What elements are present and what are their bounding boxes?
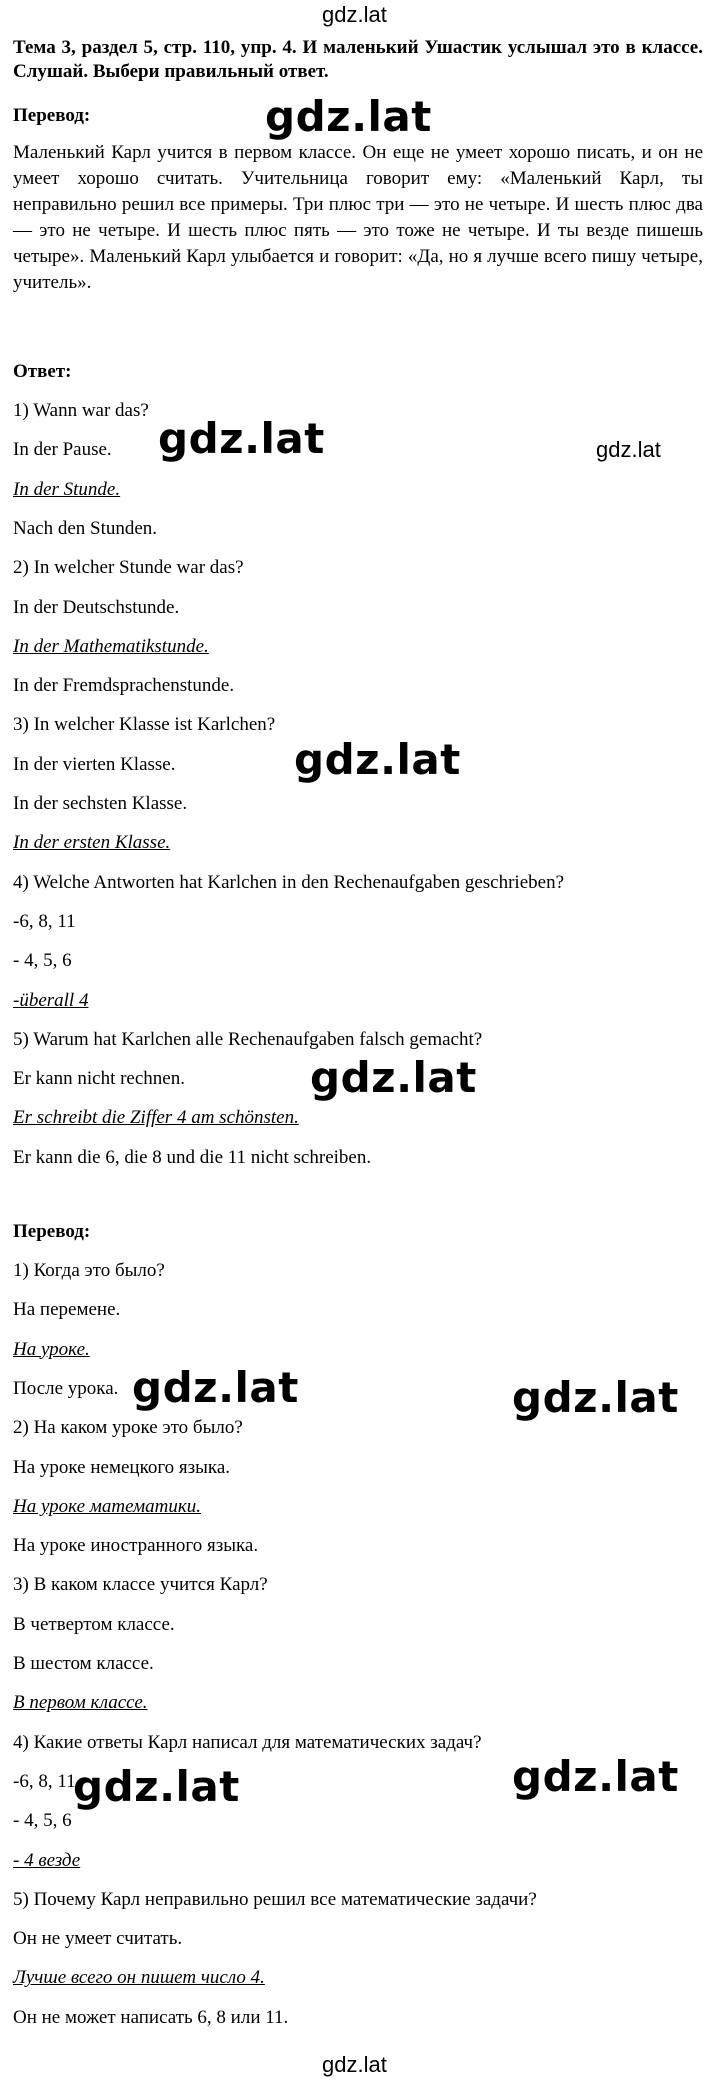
correct-answer-line: Лучше всего он пишет число 4. bbox=[13, 1967, 265, 1989]
correct-answer-line: In der Mathematikstunde. bbox=[13, 635, 209, 657]
watermark-bottom: gdz.lat bbox=[322, 2052, 387, 2077]
answer-line: Nach den Stunden. bbox=[13, 517, 158, 539]
watermark-9: gdz.lat bbox=[512, 1752, 679, 1801]
watermark-8: gdz.lat bbox=[73, 1762, 240, 1811]
answer-line: Он не может написать 6, 8 или 11. bbox=[13, 2006, 289, 2028]
correct-answer-line: На уроке. bbox=[13, 1338, 90, 1360]
correct-answer-line: В первом классе. bbox=[13, 1692, 148, 1714]
answer-line: 1) Когда это было? bbox=[13, 1260, 165, 1281]
watermark-top: gdz.lat bbox=[322, 2, 387, 27]
watermark-5: gdz.lat bbox=[310, 1053, 477, 1102]
answer-line: In der sechsten Klasse. bbox=[13, 793, 188, 814]
answer-line: - 4, 5, 6 bbox=[13, 1810, 72, 1832]
answer-line: 5) Warum hat Karlchen alle Rechenaufgaben falsch gemacht? bbox=[13, 1028, 483, 1050]
correct-answer-line: In der Stunde. bbox=[13, 478, 121, 500]
answer-line: In der Pause. bbox=[13, 439, 112, 461]
answer-line: В четвертом классе. bbox=[13, 1613, 175, 1635]
correct-answer-line: -überall 4 bbox=[13, 989, 89, 1011]
watermark-2: gdz.lat bbox=[158, 414, 325, 463]
correct-answer-line: - 4 везде bbox=[13, 1849, 81, 1871]
answer-line: 4) Welche Antworten hat Karlchen in den Rechenaufgaben geschrieben? bbox=[13, 871, 564, 893]
answer-line: На уроке иностранного языка. bbox=[13, 1535, 259, 1557]
answer-line: После урока. bbox=[13, 1377, 119, 1399]
watermark-6: gdz.lat bbox=[132, 1363, 299, 1412]
answer-line: In der Deutschstunde. bbox=[13, 596, 180, 618]
correct-answer-line: Er schreibt die Ziffer 4 am schönsten. bbox=[13, 1107, 299, 1129]
translation2-heading: Перевод: bbox=[13, 1221, 91, 1242]
answer-line: In der Fremdsprachenstunde. bbox=[13, 675, 235, 697]
correct-answer-line: На уроке математики. bbox=[13, 1495, 202, 1517]
answer-line: 2) На каком уроке это было? bbox=[13, 1417, 243, 1439]
answer-line: 2) In welcher Stunde war das? bbox=[13, 557, 244, 579]
translation-text: Маленький Карл учится в первом классе. Он еще не умеет хорошо писать, и он не умеет хорошо считать. Учительница говорит ему: «Маленький Карл, ты неправильно решил все примеры. Три плюс три — это не четыре. И шесть плюс два — это не четыре. И шесть плюс пять — это тоже не четыре. И ты везде пишешь четыре». Маленький Карл улыбается и говорит: «Да, но я лучше всего пишу четыре, учитель». bbox=[13, 142, 703, 293]
correct-answer-line: In der ersten Klasse. bbox=[13, 832, 171, 854]
answer-line: На уроке немецкого языка. bbox=[13, 1456, 231, 1478]
translation-heading: Перевод: bbox=[13, 105, 91, 126]
answer-line: 4) Какие ответы Карл написал для математических задач? bbox=[13, 1731, 482, 1753]
answer-line: Er kann nicht rechnen. bbox=[13, 1068, 185, 1090]
watermark-3: gdz.lat bbox=[596, 437, 661, 462]
answer-line: In der vierten Klasse. bbox=[13, 753, 176, 775]
answer-line: Er kann die 6, die 8 und die 11 nicht schreiben. bbox=[13, 1146, 372, 1168]
watermark-1: gdz.lat bbox=[265, 92, 432, 141]
answer-heading: Ответ: bbox=[13, 361, 72, 382]
answer-line: -6, 8, 11 bbox=[13, 910, 76, 932]
answer-line: - 4, 5, 6 bbox=[13, 950, 72, 972]
answer-line: 1) Wann war das? bbox=[13, 400, 149, 421]
watermark-4: gdz.lat bbox=[294, 735, 461, 784]
exercise-title: Тема 3, раздел 5, стр. 110, упр. 4. И маленький Ушастик услышал это в классе. Слушай. Выбери правильный ответ. bbox=[13, 37, 703, 82]
answer-line: 5) Почему Карл неправильно решил все математические задачи? bbox=[13, 1888, 537, 1910]
answer-line: 3) In welcher Klasse ist Karlchen? bbox=[13, 714, 276, 736]
answer-line: На перемене. bbox=[13, 1299, 121, 1321]
answer-line: -6, 8, 11 bbox=[13, 1770, 76, 1792]
answer-line: 3) В каком классе учится Карл? bbox=[13, 1574, 268, 1596]
answer-line: В шестом классе. bbox=[13, 1653, 154, 1674]
answer-line: Он не умеет считать. bbox=[13, 1928, 183, 1950]
watermark-7: gdz.lat bbox=[512, 1373, 679, 1422]
